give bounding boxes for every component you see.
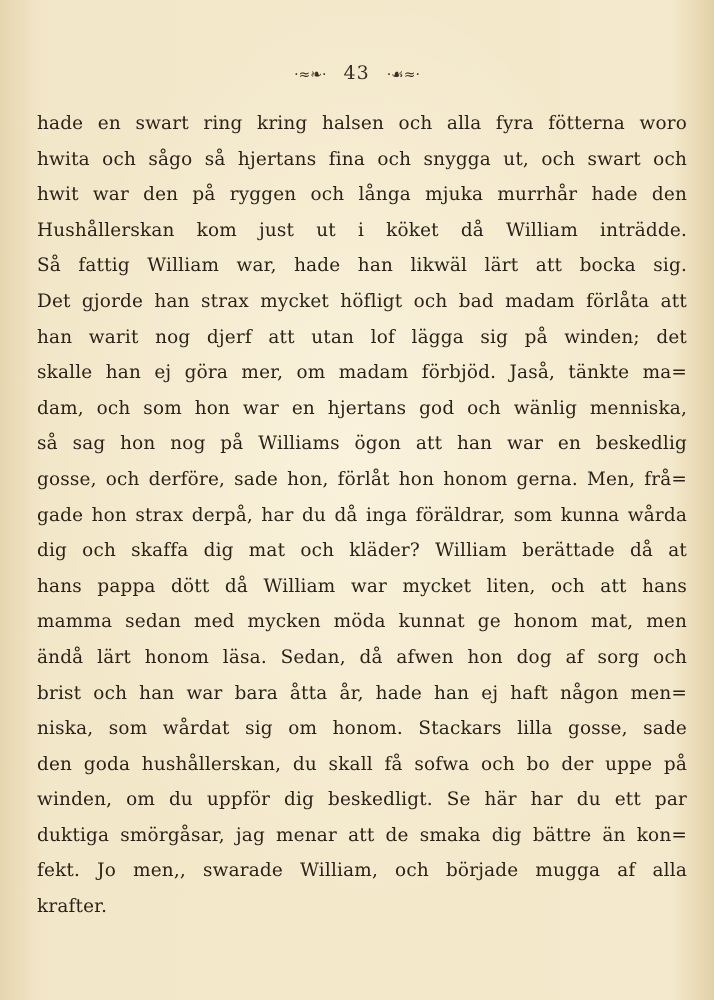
text-line: skalle han ej göra mer, om madam förbjöd. Jaså, tänkte ma= <box>37 362 687 384</box>
text-line: hade en swart ring kring halsen och alla fyra fötterna woro <box>37 113 687 134</box>
text-line: krafter. <box>37 896 108 918</box>
text-line: den goda hushållerskan, du skall få sofwa och bo der uppe på <box>37 753 687 775</box>
text-line: fekt. Jo men,, swarade William, och började mugga af alla <box>37 860 687 882</box>
text-line: gosse, och derföre, sade hon, förlåt hon honom gerna. Men, frå= <box>37 468 687 490</box>
text-line: gade hon strax derpå, har du då inga föräldrar, som kunna wårda <box>37 504 687 526</box>
text-line: så sag hon nog på Williams ögon att han war en beskedlig <box>37 433 687 455</box>
text-line: duktiga smörgåsar, jag menar att de smaka dig bättre än kon= <box>37 824 687 846</box>
text-line: hwit war den på ryggen och långa mjuka murrhår hade den <box>37 184 687 206</box>
text-line: ändå lärt honom läsa. Sedan, då afwen hon dog af sorg och <box>37 646 687 668</box>
text-line: Hushållerskan kom just ut i köket då William inträdde. <box>37 219 687 241</box>
text-line: hwita och sågo så hjertans fina och snygga ut, och swart och <box>37 148 687 170</box>
text-line: mamma sedan med mycken möda kunnat ge honom mat, men <box>37 611 687 633</box>
text-line: dam, och som hon war en hjertans god och wänlig menniska, <box>37 397 687 419</box>
text-line: han warit nog djerf att utan lof lägga sig på winden; det <box>37 326 687 348</box>
text-line: brist och han war bara åtta år, hade han ej haft någon men= <box>37 682 687 704</box>
text-line: dig och skaffa dig mat och kläder? William berättade då at <box>37 540 687 562</box>
page-number: 43 <box>343 62 370 84</box>
text-line: Det gjorde han strax mycket höfligt och bad madam förlåta att <box>37 290 687 312</box>
ornament-right: ·☙≈· <box>386 67 420 83</box>
text-line: hans pappa dött då William war mycket liten, och att hans <box>37 575 687 597</box>
text-line: Så fattig William war, hade han likwäl lärt att bocka sig. <box>37 255 687 277</box>
page-header <box>0 62 714 84</box>
ornament-left: ·≈❧· <box>294 67 327 83</box>
text-line: winden, om du uppför dig beskedligt. Se här har du ett par <box>37 789 687 811</box>
text-line: niska, som wårdat sig om honom. Stackars lilla gosse, sade <box>37 718 687 740</box>
body-text <box>37 106 687 925</box>
